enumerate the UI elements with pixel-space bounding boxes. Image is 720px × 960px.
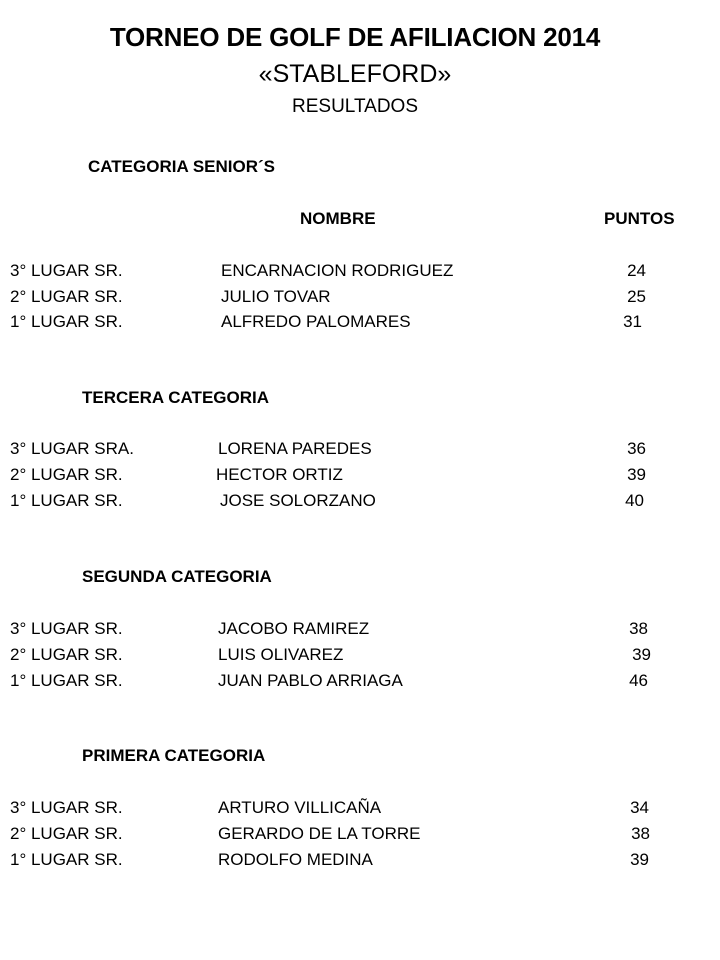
place-label: 1° LUGAR SR.: [10, 312, 123, 331]
player-points: 39: [627, 465, 646, 484]
player-points: 24: [627, 261, 646, 280]
category-heading: SEGUNDA CATEGORIA: [82, 567, 272, 586]
place-label: 3° LUGAR SR.: [10, 798, 123, 817]
player-points: 38: [629, 619, 648, 638]
player-name: RODOLFO MEDINA: [218, 850, 373, 869]
player-name: LUIS OLIVAREZ: [218, 645, 344, 664]
category-heading: TERCERA CATEGORIA: [82, 388, 269, 407]
player-name: GERARDO DE LA TORRE: [218, 824, 421, 843]
column-header-points: PUNTOS: [604, 209, 675, 228]
player-name: ENCARNACION RODRIGUEZ: [221, 261, 454, 280]
player-points: 36: [627, 439, 646, 458]
place-label: 2° LUGAR SR.: [10, 824, 123, 843]
player-points: 34: [630, 798, 649, 817]
player-name: LORENA PAREDES: [218, 439, 372, 458]
player-points: 39: [630, 850, 649, 869]
results-label: RESULTADOS: [292, 96, 418, 117]
player-name: ARTURO VILLICAÑA: [218, 798, 382, 817]
player-name: ALFREDO PALOMARES: [221, 312, 411, 331]
place-label: 2° LUGAR SR.: [10, 465, 123, 484]
player-name: JACOBO RAMIREZ: [218, 619, 370, 638]
place-label: 2° LUGAR SR.: [10, 287, 123, 306]
player-name: JUAN PABLO ARRIAGA: [218, 671, 403, 690]
player-name: JOSE SOLORZANO: [220, 491, 376, 510]
player-points: 40: [625, 491, 644, 510]
player-name: JULIO TOVAR: [221, 287, 331, 306]
place-label: 1° LUGAR SR.: [10, 671, 123, 690]
player-points: 38: [631, 824, 650, 843]
player-points: 31: [623, 312, 642, 331]
place-label: 3° LUGAR SR.: [10, 619, 123, 638]
player-points: 25: [627, 287, 646, 306]
place-label: 1° LUGAR SR.: [10, 850, 123, 869]
place-label: 3° LUGAR SRA.: [10, 439, 134, 458]
player-points: 39: [632, 645, 651, 664]
place-label: 2° LUGAR SR.: [10, 645, 123, 664]
document-subtitle: «STABLEFORD»: [258, 60, 452, 88]
category-heading: CATEGORIA SENIOR´S: [88, 157, 276, 176]
place-label: 1° LUGAR SR.: [10, 491, 123, 510]
document-title: TORNEO DE GOLF DE AFILIACION 2014: [109, 22, 601, 52]
player-points: 46: [629, 671, 648, 690]
player-name: HECTOR ORTIZ: [216, 465, 343, 484]
column-header-name: NOMBRE: [300, 209, 376, 228]
category-heading: PRIMERA CATEGORIA: [82, 746, 266, 765]
place-label: 3° LUGAR SR.: [10, 261, 123, 280]
